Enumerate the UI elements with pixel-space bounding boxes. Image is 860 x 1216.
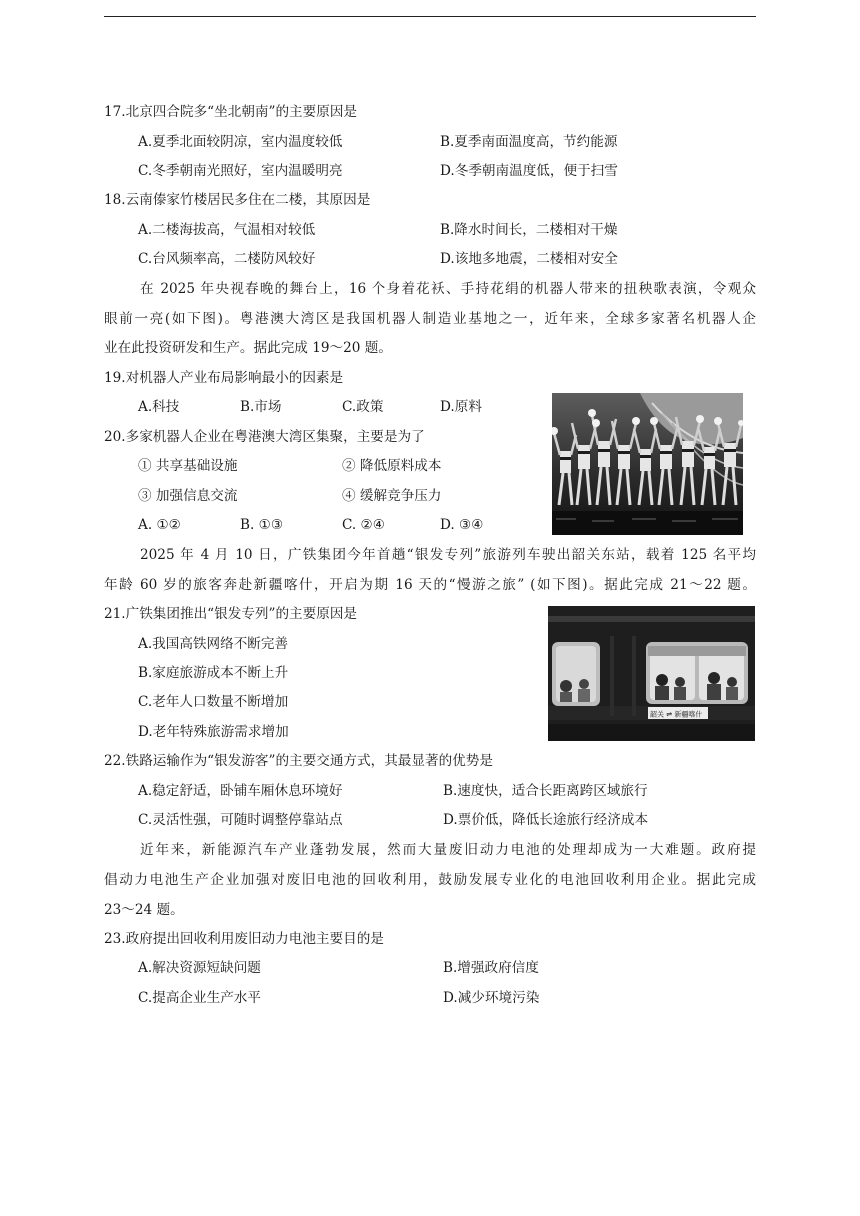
q20-item-1: ① 共享基础设施: [138, 458, 238, 474]
q23-option-a: A.解决资源短缺问题: [138, 960, 261, 976]
q22-option-d: D.票价低，降低长途旅行经济成本: [443, 812, 649, 828]
q20-option-c: C. ②④: [342, 517, 385, 533]
q20-stem: 20.多家机器人企业在粤港澳大湾区集聚，主要是为了: [104, 429, 425, 445]
q18-option-b: B.降水时间长，二楼相对干燥: [440, 222, 618, 238]
q19-option-d: D.原料: [440, 399, 482, 415]
q21-option-c: C.老年人口数量不断增加: [138, 694, 289, 710]
q22-option-a: A.稳定舒适，卧铺车厢休息环境好: [138, 783, 343, 799]
silver-train-photo: [548, 606, 755, 741]
passage1-line1: 在 2025 年央视春晚的舞台上，16 个身着花袄、手持花绢的机器人带来的扭秧歌表演，令观众: [140, 281, 756, 297]
q18-option-c: C.台风频率高，二楼防风较好: [138, 251, 316, 267]
q17-option-b: B.夏季南面温度高，节约能源: [440, 134, 618, 150]
q20-item-4: ④ 缓解竞争压力: [342, 488, 442, 504]
robot-yangge-photo: [552, 393, 743, 535]
passage1-line2: 眼前一亮(如下图)。粤港澳大湾区是我国机器人制造业基地之一，近年来，全球多家著名机器人企: [104, 311, 756, 327]
q17-option-a: A.夏季北面较阴凉，室内温度较低: [138, 134, 343, 150]
q22-stem: 22.铁路运输作为“银发游客”的主要交通方式，其最显著的优势是: [104, 753, 493, 769]
q21-option-d: D.老年特殊旅游需求增加: [138, 724, 289, 740]
q23-stem: 23.政府提出回收利用废旧动力电池主要目的是: [104, 931, 384, 947]
q20-item-2: ② 降低原料成本: [342, 458, 442, 474]
q19-option-b: B.市场: [240, 399, 282, 415]
q17-option-d: D.冬季朝南温度低，便于扫雪: [440, 163, 618, 179]
q19-option-a: A.科技: [138, 399, 180, 415]
q20-option-a: A. ①②: [138, 517, 181, 533]
passage2-line2: 年龄 60 岁的旅客奔赴新疆喀什，开启为期 16 天的“慢游之旅” (如下图)。据此完成 21～22 题。: [104, 577, 756, 593]
q23-option-b: B.增强政府信度: [443, 960, 539, 976]
passage1-line3: 业在此投资研发和生产。据此完成 19～20 题。: [104, 340, 392, 356]
q21-stem: 21.广铁集团推出“银发专列”的主要原因是: [104, 606, 358, 622]
q17-option-c: C.冬季朝南光照好，室内温暖明亮: [138, 163, 343, 179]
passage3-line3: 23～24 题。: [104, 902, 184, 918]
header-rule: [104, 16, 756, 17]
passage3-line1: 近年来，新能源汽车产业蓬勃发展，然而大量废旧动力电池的处理却成为一大难题。政府提: [140, 842, 756, 858]
passage2-line1: 2025 年 4 月 10 日，广铁集团今年首趟“银发专列”旅游列车驶出韶关东站，载着 125 名平均: [140, 547, 756, 563]
q19-stem: 19.对机器人产业布局影响最小的因素是: [104, 370, 344, 386]
q20-option-b: B. ①③: [240, 517, 284, 533]
q22-option-b: B.速度快，适合长距离跨区域旅行: [443, 783, 648, 799]
q21-option-b: B.家庭旅游成本不断上升: [138, 665, 289, 681]
passage3-line2: 倡动力电池生产企业加强对废旧电池的回收利用，鼓励发展专业化的电池回收利用企业。据此完成: [104, 872, 756, 888]
train-destination-sign: 韶关 ⇌ 新疆喀什: [650, 710, 703, 719]
q19-option-c: C.政策: [342, 399, 384, 415]
q20-item-3: ③ 加强信息交流: [138, 488, 238, 504]
q23-option-c: C.提高企业生产水平: [138, 990, 261, 1006]
q23-option-d: D.减少环境污染: [443, 990, 540, 1006]
q18-stem: 18.云南傣家竹楼居民多住在二楼，其原因是: [104, 192, 371, 208]
q22-option-c: C.灵活性强，可随时调整停靠站点: [138, 812, 343, 828]
q18-option-d: D.该地多地震，二楼相对安全: [440, 251, 618, 267]
q21-option-a: A.我国高铁网络不断完善: [138, 636, 289, 652]
q17-stem: 17.北京四合院多“坐北朝南”的主要原因是: [104, 104, 358, 120]
q18-option-a: A.二楼海拔高，气温相对较低: [138, 222, 316, 238]
q20-option-d: D. ③④: [440, 517, 484, 533]
